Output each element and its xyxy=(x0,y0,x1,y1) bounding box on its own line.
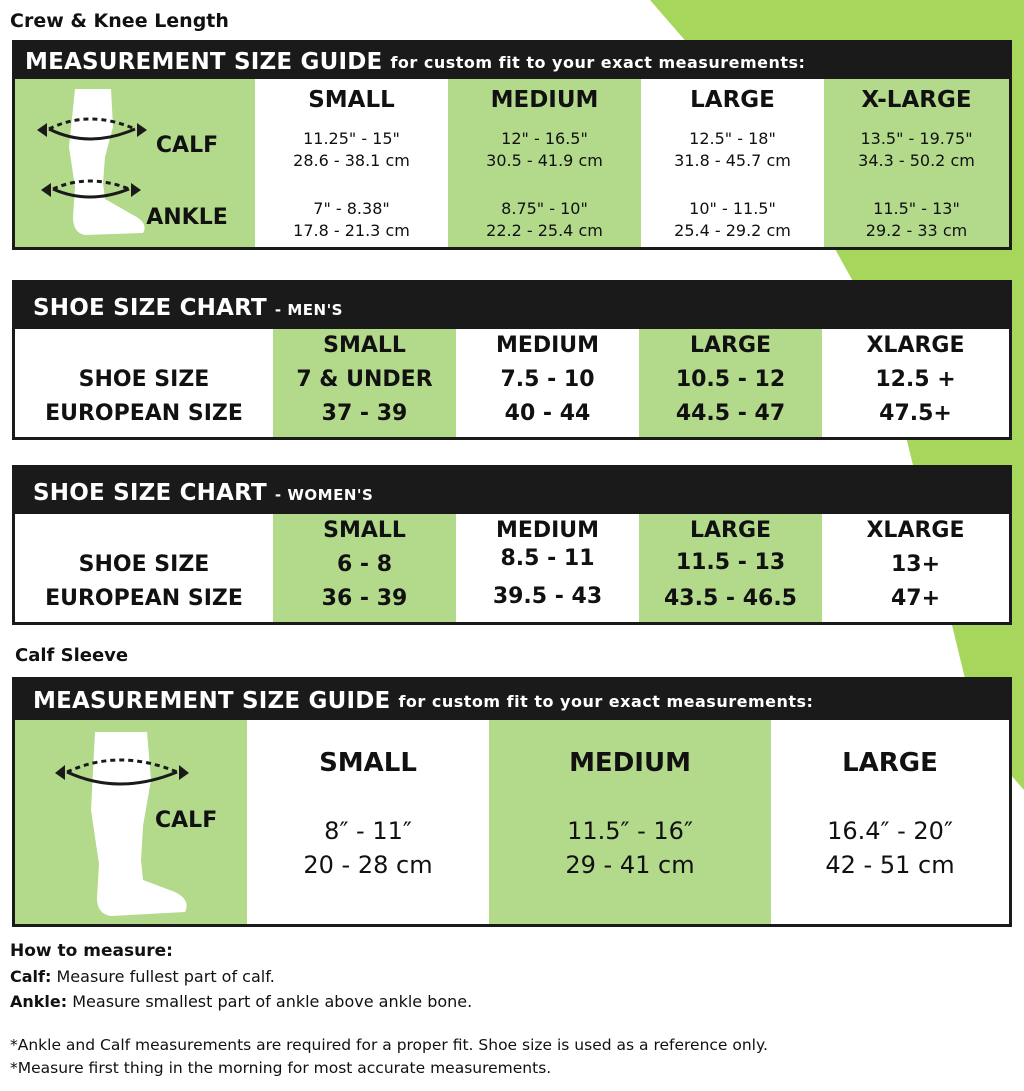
sleeve-size-column xyxy=(489,720,771,924)
crew-size-column xyxy=(255,79,448,247)
crew-size-column xyxy=(448,79,641,247)
womens-label-column xyxy=(15,514,273,622)
womens-size-column xyxy=(456,514,639,622)
crew-calf-cm: 28.6 - 38.1 cm xyxy=(293,151,410,170)
calf-instruction-text: Measure fullest part of calf. xyxy=(56,967,275,986)
mens-shoe-size: 7 & UNDER xyxy=(296,367,433,392)
sleeve-section-label: Calf Sleeve xyxy=(15,645,129,666)
womens-size-column xyxy=(273,514,456,622)
crew-ankle-in: 11.5" - 13" xyxy=(873,199,960,218)
womens-table-header xyxy=(15,468,1009,514)
sleeve-calf-cm: 29 - 41 cm xyxy=(565,851,695,879)
sleeve-label-column xyxy=(15,720,247,924)
womens-row-label-shoe: SHOE SIZE xyxy=(78,552,210,577)
mens-shoe-size: 7.5 - 10 xyxy=(500,367,595,392)
womens-size-column xyxy=(822,514,1009,622)
crew-ankle-in: 8.75" - 10" xyxy=(501,199,588,218)
womens-row-label-euro: EUROPEAN SIZE xyxy=(45,586,243,611)
sleeve-size-column xyxy=(247,720,489,924)
mens-euro-size: 44.5 - 47 xyxy=(675,401,786,426)
womens-header-subtitle: - WOMEN'S xyxy=(274,486,374,504)
crew-calf-in: 12" - 16.5" xyxy=(501,129,588,148)
sleeve-size-title: MEDIUM xyxy=(569,748,691,778)
crew-section-label: Crew & Knee Length xyxy=(10,10,229,32)
womens-shoe-size: 6 - 8 xyxy=(336,552,393,577)
crew-ankle-cm: 17.8 - 21.3 cm xyxy=(293,221,410,240)
sleeve-measurement-table xyxy=(12,677,1012,927)
mens-table-header xyxy=(15,283,1009,329)
sleeve-calf-cm: 42 - 51 cm xyxy=(825,851,955,879)
mens-label-column xyxy=(15,329,273,437)
crew-size-column xyxy=(824,79,1009,247)
womens-euro-size: 47+ xyxy=(890,586,941,611)
crew-ankle-cm: 22.2 - 25.4 cm xyxy=(486,221,603,240)
mens-size-title: MEDIUM xyxy=(495,333,600,358)
mens-size-column xyxy=(273,329,456,437)
mens-row-label-euro: EUROPEAN SIZE xyxy=(45,401,243,426)
mens-row-label-shoe: SHOE SIZE xyxy=(78,367,210,392)
womens-euro-size: 36 - 39 xyxy=(321,586,408,611)
mens-size-title: XLARGE xyxy=(866,333,965,358)
mens-shoe-size: 10.5 - 12 xyxy=(675,367,786,392)
crew-header-subtitle: for custom fit to your exact measurements: xyxy=(390,53,806,72)
sleeve-size-title: LARGE xyxy=(842,748,938,778)
sleeve-header-title: MEASUREMENT SIZE GUIDE xyxy=(33,688,391,714)
womens-shoe-size: 13+ xyxy=(890,552,941,577)
sleeve-calf-in: 8″ - 11″ xyxy=(324,817,412,845)
crew-calf-cm: 31.8 - 45.7 cm xyxy=(674,151,791,170)
crew-header-title: MEASUREMENT SIZE GUIDE xyxy=(25,49,383,75)
mens-size-column xyxy=(456,329,639,437)
footnote-required: *Ankle and Calf measurements are required for a proper fit. Shoe size is used as a reference only. xyxy=(10,1036,768,1054)
sleeve-calf-in: 11.5″ - 16″ xyxy=(567,817,693,845)
womens-size-title: XLARGE xyxy=(866,518,965,543)
crew-label-column xyxy=(15,79,255,247)
crew-calf-in: 13.5" - 19.75" xyxy=(860,129,973,148)
crew-ankle-cm: 25.4 - 29.2 cm xyxy=(674,221,791,240)
womens-size-title: MEDIUM xyxy=(495,518,600,543)
womens-size-title: LARGE xyxy=(689,518,772,543)
mens-header-subtitle: - MEN'S xyxy=(274,301,343,319)
womens-euro-size: 39.5 - 43 xyxy=(492,584,603,609)
ankle-instruction-text: Measure smallest part of ankle above ankle bone. xyxy=(72,992,473,1011)
sleeve-table-header xyxy=(15,680,1009,720)
crew-calf-cm: 30.5 - 41.9 cm xyxy=(486,151,603,170)
mens-size-column xyxy=(822,329,1009,437)
sleeve-size-column xyxy=(771,720,1009,924)
sleeve-header-subtitle: for custom fit to your exact measurements: xyxy=(398,692,814,711)
womens-shoe-size: 8.5 - 11 xyxy=(500,546,595,571)
crew-ankle-in: 10" - 11.5" xyxy=(689,199,776,218)
crew-size-column xyxy=(641,79,824,247)
crew-calf-in: 11.25" - 15" xyxy=(303,129,400,148)
calf-instruction-label: Calf: xyxy=(10,967,52,986)
womens-euro-size: 43.5 - 46.5 xyxy=(663,586,797,611)
footnote-morning: *Measure first thing in the morning for most accurate measurements. xyxy=(10,1059,552,1077)
womens-size-column xyxy=(639,514,822,622)
mens-size-column xyxy=(639,329,822,437)
crew-table-header xyxy=(15,43,1009,79)
crew-size-title: X-LARGE xyxy=(861,87,972,113)
mens-size-title: SMALL xyxy=(323,333,406,358)
crew-row-label-calf: CALF xyxy=(155,133,219,158)
ankle-instruction xyxy=(10,990,472,1013)
sleeve-size-title: SMALL xyxy=(319,748,417,778)
mens-shoe-table xyxy=(12,280,1012,440)
sleeve-row-label-calf: CALF xyxy=(155,808,218,833)
crew-ankle-cm: 29.2 - 33 cm xyxy=(865,221,968,240)
crew-ankle-in: 7" - 8.38" xyxy=(313,199,390,218)
how-to-measure-title: How to measure: xyxy=(10,941,173,961)
womens-shoe-size: 11.5 - 13 xyxy=(675,550,786,575)
womens-shoe-table xyxy=(12,465,1012,625)
mens-header-title: SHOE SIZE CHART xyxy=(33,295,267,321)
ankle-instruction-label: Ankle: xyxy=(10,992,68,1011)
sleeve-calf-in: 16.4″ - 20″ xyxy=(827,817,953,845)
mens-euro-size: 37 - 39 xyxy=(321,401,408,426)
crew-calf-cm: 34.3 - 50.2 cm xyxy=(858,151,975,170)
womens-size-title: SMALL xyxy=(323,518,406,543)
crew-calf-in: 12.5" - 18" xyxy=(689,129,776,148)
mens-size-title: LARGE xyxy=(689,333,772,358)
sleeve-calf-cm: 20 - 28 cm xyxy=(303,851,433,879)
calf-instruction xyxy=(10,965,275,988)
crew-size-title: SMALL xyxy=(308,87,395,113)
womens-header-title: SHOE SIZE CHART xyxy=(33,480,267,506)
crew-size-title: LARGE xyxy=(690,87,775,113)
crew-measurement-table xyxy=(12,40,1012,250)
mens-shoe-size: 12.5 + xyxy=(875,367,956,392)
mens-euro-size: 47.5+ xyxy=(879,401,952,426)
crew-row-label-ankle: ANKLE xyxy=(146,205,228,230)
mens-euro-size: 40 - 44 xyxy=(504,401,591,426)
crew-size-title: MEDIUM xyxy=(490,87,599,113)
